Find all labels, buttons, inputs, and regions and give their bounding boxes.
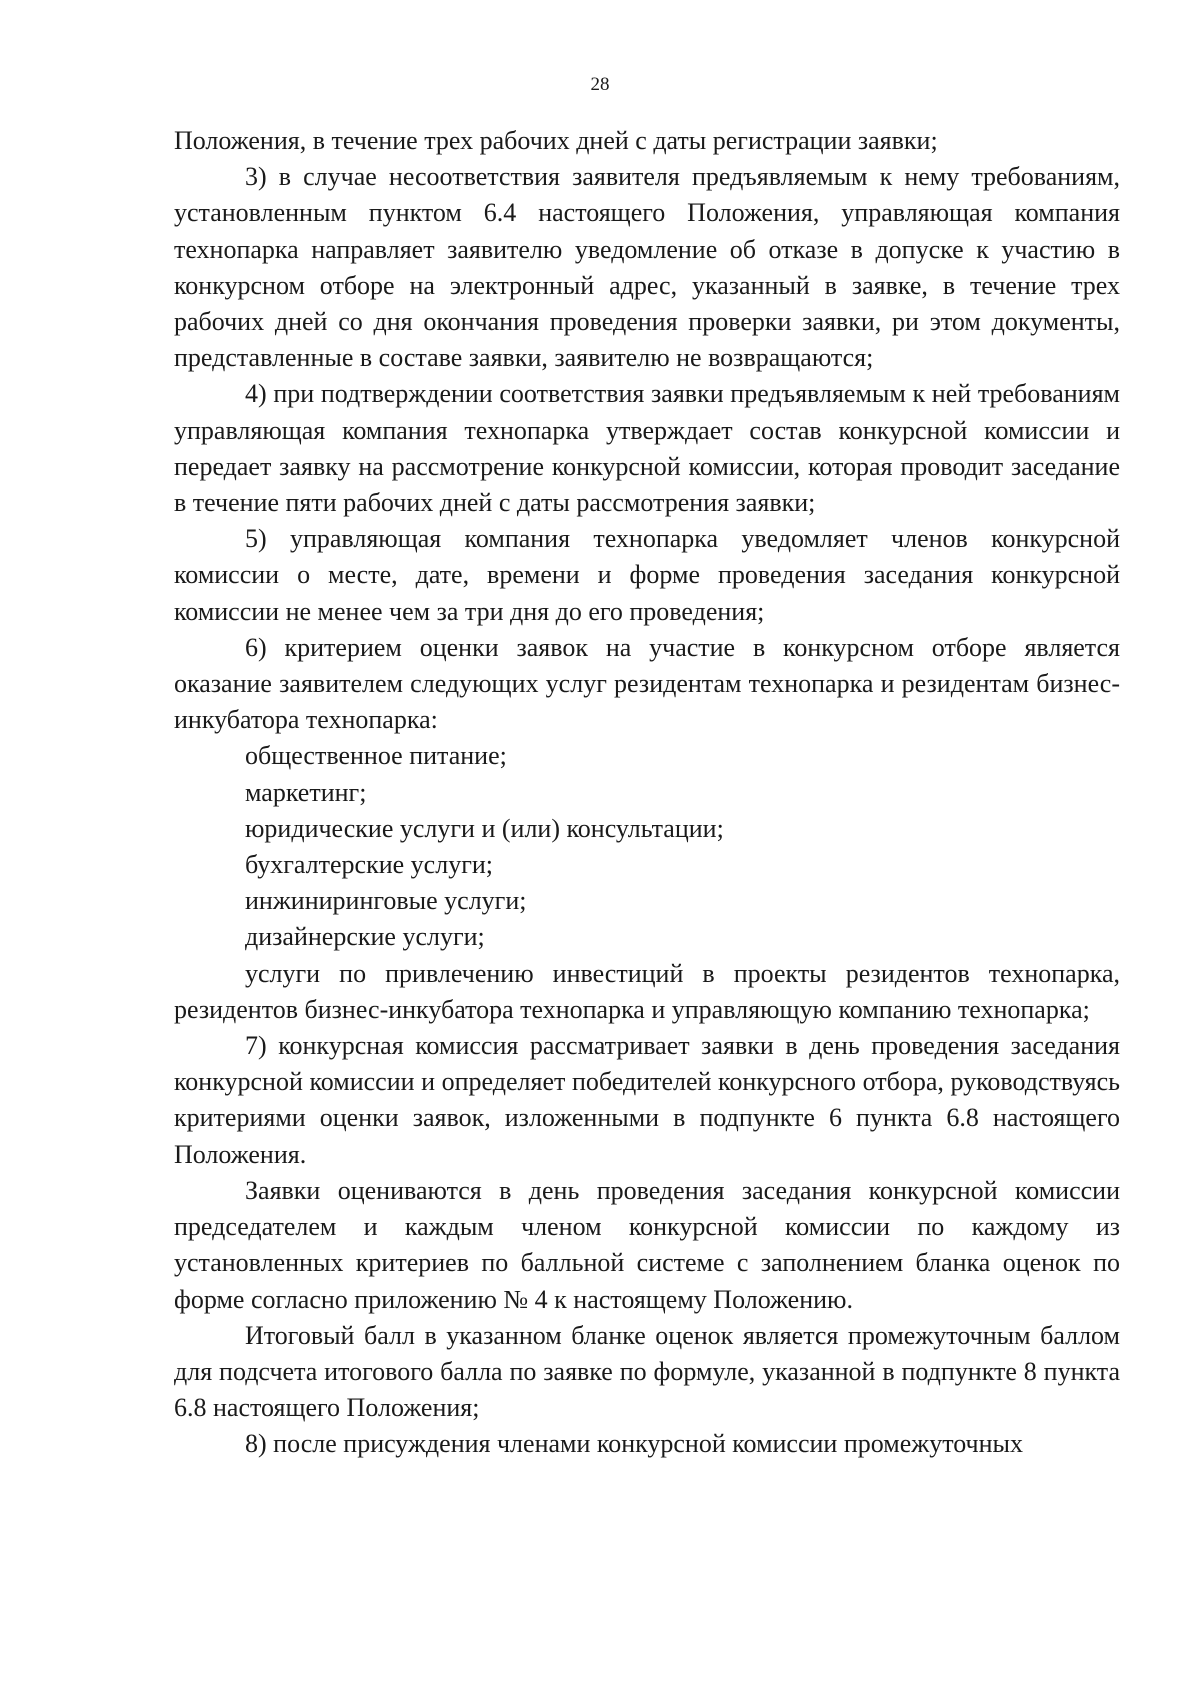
paragraph-continuation: Положения, в течение трех рабочих дней с даты регистрации заявки; [174, 126, 938, 155]
service-list-item: общественное питание; [245, 741, 507, 771]
paragraph-item-5: 5) управляющая компания технопарка уведомляет членов конкурсной комиссии о месте, дате, времени и форме проведения заседания конкурсной комиссии не менее чем за три дня до его проведения; [174, 524, 1120, 626]
service-list-item: бухгалтерские услуги; [245, 850, 493, 880]
paragraph-item-7: 7) конкурсная комиссия рассматривает заявки в день проведения заседания конкурсной комиссии и определяет победителей конкурсного отбора, руководствуясь критериями оценки заявок, изложенными в подпункте 6 пункта 6.8 настоящего Положения. [174, 1031, 1120, 1169]
service-list-item: юридические услуги и (или) консультации; [245, 813, 724, 843]
service-list-item: маркетинг; [245, 777, 367, 807]
paragraph-item-3: 3) в случае несоответствия заявителя предъявляемым к нему требованиям, установленным пунктом 6.4 настоящего Положения, управляющая компания технопарка направляет заявителю уведомление об отказе в допуске к участию в конкурсном отборе на электронный адрес, указанный в заявке, в течение трех рабочих дней со дня окончания проведения проверки заявки, ри этом документы, представленные в составе заявки, заявителю не возвращаются; [174, 162, 1120, 373]
paragraph-item-6: 6) критерием оценки заявок на участие в конкурсном отборе является оказание заявителем следующих услуг резидентам технопарка и резидентам бизнес-инкубатора технопарка: [174, 632, 1120, 735]
service-list-item: дизайнерские услуги; [245, 922, 485, 952]
page-number: 28 [590, 74, 610, 95]
document-body [174, 123, 1120, 1463]
service-list-item: инжиниринговые услуги; [245, 886, 527, 916]
paragraph-item-4: 4) при подтверждении соответствия заявки предъявляемым к ней требованиям управляющая компания технопарка утверждает состав конкурсной комиссии и передает заявку на рассмотрение конкурсной комиссии, которая проводит заседание в течение пяти рабочих дней с даты рассмотрения заявки; [174, 379, 1120, 518]
paragraph-item-8: 8) после присуждения членами конкурсной комиссии промежуточных [245, 1429, 1024, 1459]
paragraph-total-score: Итоговый балл в указанном бланке оценок является промежуточным баллом для подсчета итогового балла по заявке по формуле, указанной в подпункте 8 пункта 6.8 настоящего Положения; [174, 1320, 1120, 1423]
paragraph-evaluation: Заявки оцениваются в день проведения заседания конкурсной комиссии председателем и каждым членом конкурсной комиссии по каждому из установленных критериев по балльной системе с заполнением бланка оценок по форме согласно приложению № 4 к настоящему Положению. [174, 1175, 1120, 1314]
service-list-item-investments: услуги по привлечению инвестиций в проекты резидентов технопарка, резидентов бизнес-инкубатора технопарка и управляющую компанию технопарка; [174, 958, 1120, 1024]
